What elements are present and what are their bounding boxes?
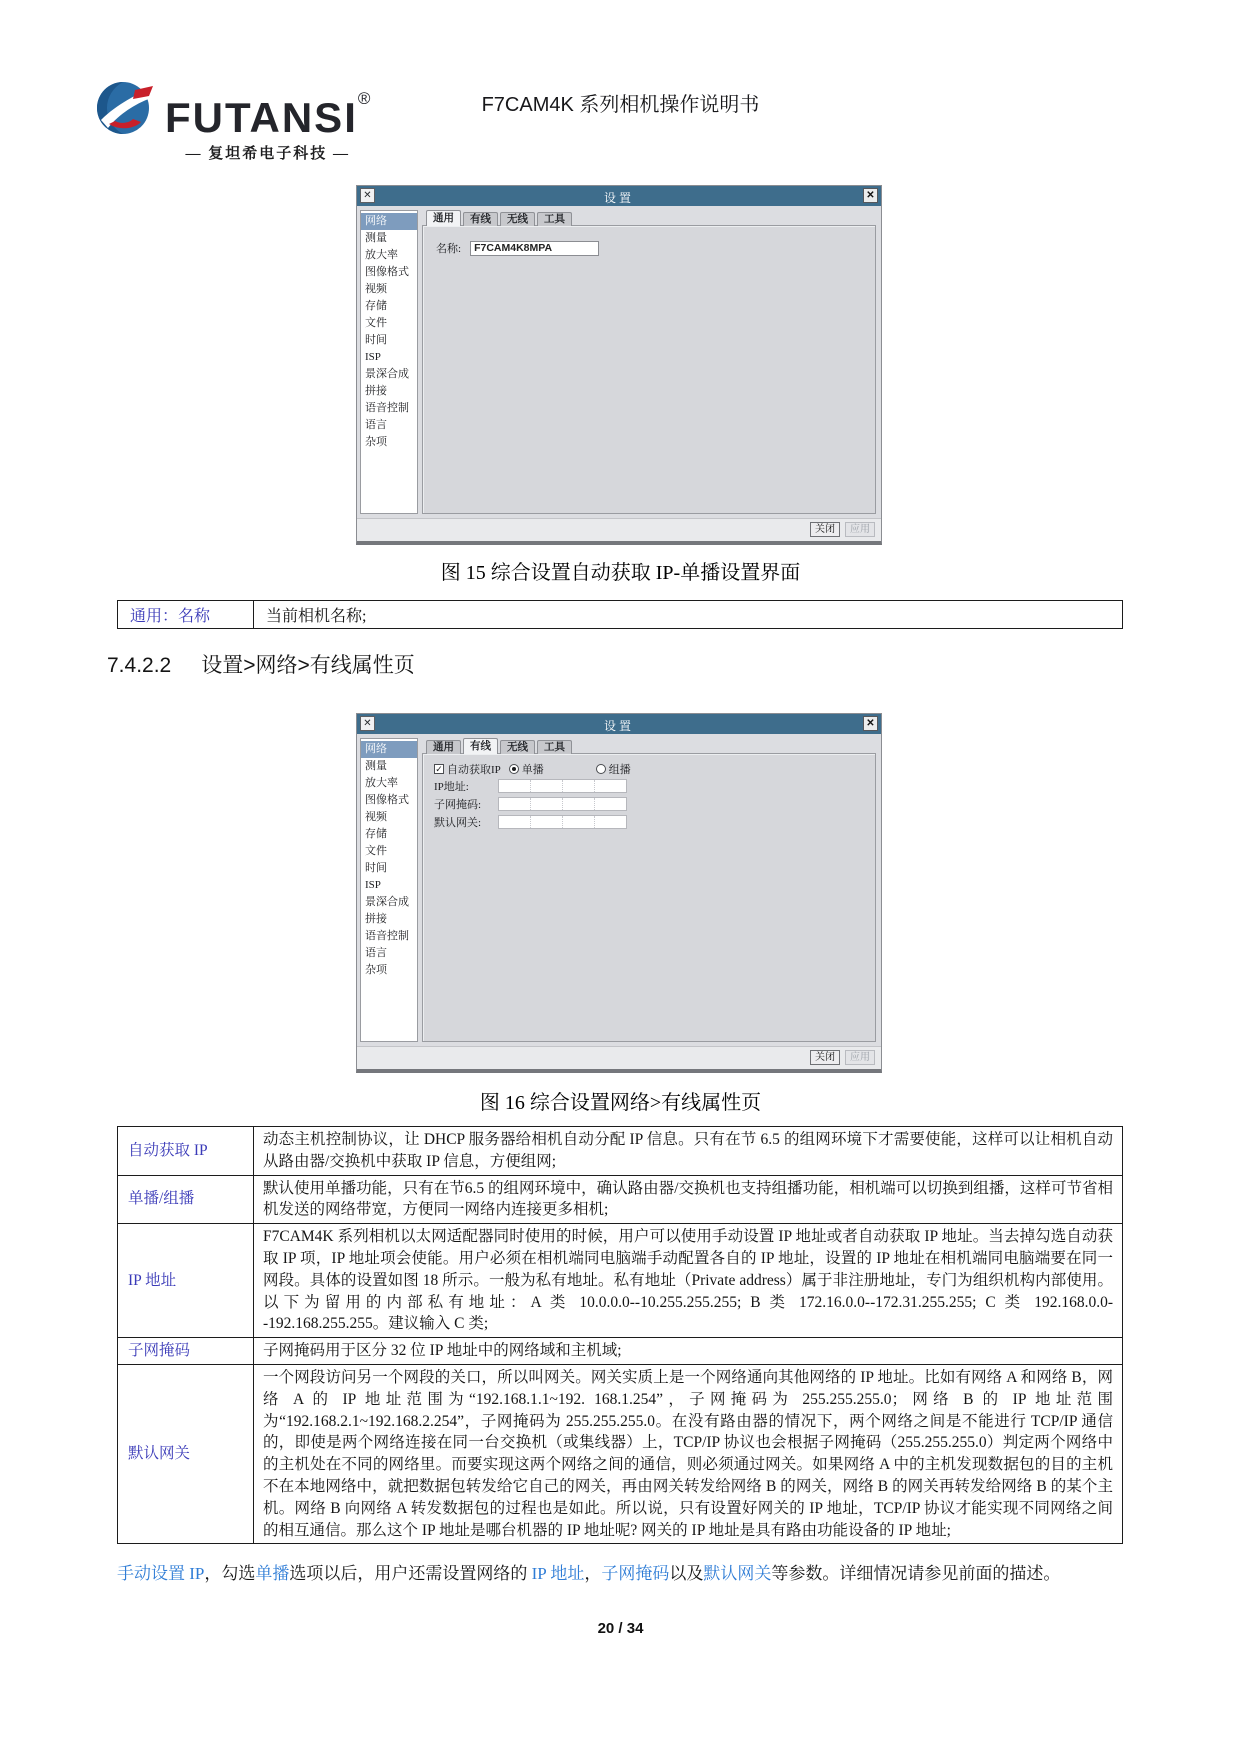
page-number: 20 / 34 xyxy=(597,1620,644,1637)
paragraph-segment: 单播 xyxy=(255,1564,290,1583)
sidebar-item[interactable]: 存储 xyxy=(365,828,387,840)
term-cell: 单播/组播 xyxy=(118,1175,254,1224)
ip-field-row xyxy=(434,779,627,793)
sidebar-item[interactable]: 拼接 xyxy=(365,385,387,397)
tab-panel-general xyxy=(422,225,876,514)
tab-panel-wired xyxy=(422,753,876,1042)
settings-dialog-general xyxy=(356,185,882,545)
sidebar-item[interactable]: 视频 xyxy=(365,283,387,295)
term-cell: 自动获取 IP xyxy=(118,1127,254,1176)
sidebar-item[interactable]: 语言 xyxy=(365,947,387,959)
closing-paragraph xyxy=(117,1560,1125,1588)
sidebar-item[interactable]: 测量 xyxy=(365,760,387,772)
table-row xyxy=(118,1338,1123,1365)
ip-field-row xyxy=(434,815,627,829)
close-button[interactable]: 关闭 xyxy=(810,1050,840,1065)
section-title: 设置>网络>有线属性页 xyxy=(201,654,415,677)
paragraph-segment: IP 地址 xyxy=(531,1564,585,1583)
apply-button: 应用 xyxy=(845,522,875,537)
sidebar-item[interactable]: 测量 xyxy=(365,232,387,244)
desc-cell: 子网掩码用于区分 32 位 IP 地址中的网络域和主机域; xyxy=(254,1338,1123,1365)
sidebar-item[interactable]: 放大率 xyxy=(365,249,398,261)
unicast-radio[interactable] xyxy=(509,764,519,774)
app-icon: ✕ xyxy=(360,188,375,203)
multicast-radio-label: 组播 xyxy=(608,764,631,776)
sidebar-item[interactable]: 杂项 xyxy=(365,964,387,976)
settings-sidebar xyxy=(360,738,418,1042)
multicast-radio[interactable] xyxy=(596,764,606,774)
sidebar-item[interactable]: 图像格式 xyxy=(365,794,409,806)
settings-sidebar xyxy=(360,210,418,514)
paragraph-segment: 选项以后，用户还需设置网络的 xyxy=(289,1564,532,1583)
paragraph-segment: 等参数。详细情况请参见前面的描述。 xyxy=(771,1564,1061,1583)
dhcp-checkbox-label: 自动获取IP xyxy=(447,764,501,776)
sidebar-item[interactable]: 语音控制 xyxy=(365,402,409,414)
desc-cell: 一个网段访问另一个网段的关口，所以叫网关。网关实质上是一个网络通向其他网络的 IP 地址。比如有网络 A 和网络 B，网络 A 的 IP 地址范围为“192.168.1.1~192. 168.1.254”，子网掩码为 255.255.255.0；网络 B 的 IP 地址范围为“192.168.2.1~192.168.2.254”，子网掩码为 255.255.255.0。在没有路由器的情况下，两个网络之间是不能进行 TCP/IP 通信的，即使是两个网络连接在同一台交换机（或集线器）上，TCP/IP 协议也会根据子网掩码（255.255.255.0）判定两个网络中的主机处在不同的网络里。而要实现这两个网络之间的通信，则必须通过网关。如果网络 A 中的主机发现数据包的目的主机不在本地网络中，就把数据包转发给它自己的网关，再由网关转发给网络 B 的网关，网络 B 的网关再转发给网络 B 的某个主机。网络 B 向网络 A 转发数据包的过程也是如此。所以说，只有设置好网关的 IP 地址，TCP/IP 协议才能实现不同网络之间的相互通信。那么这个 IP 地址是哪台机器的 IP 地址呢? 网关的 IP 地址是具有路由功能设备的 IP 地址; xyxy=(254,1364,1123,1543)
app-icon: ✕ xyxy=(360,716,375,731)
section-number: 7.4.2.2 xyxy=(107,654,172,677)
general-term-table xyxy=(117,600,1123,629)
table-row xyxy=(118,601,1123,629)
section-heading xyxy=(107,649,415,679)
figure-16-caption: 图 16 综合设置网络>有线属性页 xyxy=(479,1092,762,1114)
term-cell: IP 地址 xyxy=(118,1224,254,1338)
ip-address-input[interactable] xyxy=(498,815,627,829)
tab[interactable]: 工具 xyxy=(537,740,572,754)
dialog-footer xyxy=(357,1046,881,1069)
sidebar-item[interactable]: 视频 xyxy=(365,811,387,823)
apply-button: 应用 xyxy=(845,1050,875,1065)
paragraph-segment: 子网掩码 xyxy=(601,1564,670,1583)
registered-mark: ® xyxy=(357,89,371,108)
paragraph-segment: ，勾选 xyxy=(204,1564,256,1583)
close-icon[interactable]: ✕ xyxy=(863,188,878,203)
tab-bar xyxy=(422,210,876,226)
tab[interactable]: 有线 xyxy=(463,212,498,226)
paragraph-segment: 以及 xyxy=(669,1564,704,1583)
table-row xyxy=(118,1127,1123,1176)
desc-cell: F7CAM4K 系列相机以太网适配器同时使用的时候，用户可以使用手动设置 IP 地址或者自动获取 IP 地址。当去掉勾选自动获取 IP 项，IP 地址项会使能。用户必须在相机端同电脑端手动配置各自的 IP 地址，设置的 IP 地址在相机端同电脑端要在同一网段。具体的设置如图 18 所示。一般为私有地址。私有地址（Private address）属于非注册地址，专门为组织机构内部使用。以下为留用的内部私有地址：A 类 10.0.0.0--10.255.255.255; B 类 172.16.0.0--172.31.255.255; C 类 192.168.0.0--192.168.255.255。建议输入 C 类; xyxy=(254,1224,1123,1338)
tab[interactable]: 通用 xyxy=(426,210,461,226)
tab-bar xyxy=(422,738,876,754)
futansi-logo xyxy=(95,76,370,163)
sidebar-item[interactable]: 语言 xyxy=(365,419,387,431)
tab[interactable]: 无线 xyxy=(500,740,535,754)
dialog-content xyxy=(422,738,876,1042)
dialog-content xyxy=(422,210,876,514)
sidebar-item[interactable]: 拼接 xyxy=(365,913,387,925)
logo-wordmark: FUTANSI® xyxy=(165,89,371,141)
document-title: F7CAM4K 系列相机操作说明书 xyxy=(481,94,760,116)
sidebar-item[interactable]: 放大率 xyxy=(365,777,398,789)
ip-field-label: IP地址: xyxy=(434,781,469,793)
ip-address-input[interactable] xyxy=(498,779,627,793)
term-cell: 默认网关 xyxy=(118,1364,254,1543)
sidebar-item[interactable]: 景深合成 xyxy=(365,368,409,380)
close-icon[interactable]: ✕ xyxy=(863,716,878,731)
desc-cell: 默认使用单播功能，只有在节6.5 的组网环境中，确认路由器/交换机也支持组播功能，相机端可以切换到组播，这样可节省相机发送的网络带宽，方便同一网络内连接更多相机; xyxy=(254,1175,1123,1224)
tab[interactable]: 工具 xyxy=(537,212,572,226)
futansi-logo-icon xyxy=(95,76,155,140)
term-cell: 子网掩码 xyxy=(118,1338,254,1365)
logo-tagline: — 复坦希电子科技 — xyxy=(185,146,350,162)
ip-field-label: 子网掩码: xyxy=(434,799,482,811)
unicast-radio-label: 单播 xyxy=(521,764,544,776)
sidebar-item[interactable]: 存储 xyxy=(365,300,387,312)
dialog-titlebar xyxy=(357,714,881,734)
dhcp-checkbox[interactable]: ✓ xyxy=(435,764,443,774)
sidebar-item[interactable]: 景深合成 xyxy=(365,896,409,908)
sidebar-item[interactable]: 网络 xyxy=(361,213,417,230)
sidebar-item[interactable]: 网络 xyxy=(361,741,417,758)
table-row xyxy=(118,1364,1123,1543)
network-term-table xyxy=(117,1126,1123,1544)
name-label: 名称: xyxy=(436,243,462,255)
table-row xyxy=(118,1175,1123,1224)
paragraph-segment: 默认网关 xyxy=(703,1564,772,1583)
camera-name-input[interactable] xyxy=(470,241,599,256)
sidebar-item[interactable]: 时间 xyxy=(365,862,387,874)
tab[interactable]: 无线 xyxy=(500,212,535,226)
sidebar-item[interactable]: ISP xyxy=(365,351,381,363)
sidebar-item[interactable]: 杂项 xyxy=(365,436,387,448)
sidebar-item[interactable]: 语音控制 xyxy=(365,930,409,942)
ip-address-input[interactable] xyxy=(498,797,627,811)
sidebar-item[interactable]: 文件 xyxy=(365,317,387,329)
table-row xyxy=(118,1224,1123,1338)
settings-dialog-wired xyxy=(356,713,882,1073)
dialog-footer xyxy=(357,518,881,541)
sidebar-item[interactable]: 图像格式 xyxy=(365,266,409,278)
term-cell: 通用：名称 xyxy=(118,601,254,629)
ip-field-label: 默认网关: xyxy=(434,817,482,829)
desc-cell: 当前相机名称; xyxy=(254,601,1123,629)
dialog-title: 设置 xyxy=(603,719,634,733)
sidebar-item[interactable]: 文件 xyxy=(365,845,387,857)
desc-cell: 动态主机控制协议，让 DHCP 服务器给相机自动分配 IP 信息。只有在节 6.5 的组网环境下才需要使能，这样可以让相机自动从路由器/交换机中获取 IP 信息，方便组网; xyxy=(254,1127,1123,1176)
dialog-title: 设置 xyxy=(603,191,634,205)
dialog-titlebar xyxy=(357,186,881,206)
sidebar-item[interactable]: ISP xyxy=(365,879,381,891)
sidebar-item[interactable]: 时间 xyxy=(365,334,387,346)
tab[interactable]: 通用 xyxy=(426,740,461,754)
close-button[interactable]: 关闭 xyxy=(810,522,840,537)
ip-field-row xyxy=(434,797,627,811)
paragraph-segment: ， xyxy=(584,1564,602,1583)
paragraph-segment: 手动设置 IP xyxy=(117,1564,205,1583)
tab[interactable]: 有线 xyxy=(463,738,498,754)
figure-15-caption: 图 15 综合设置自动获取 IP-单播设置界面 xyxy=(440,562,801,584)
